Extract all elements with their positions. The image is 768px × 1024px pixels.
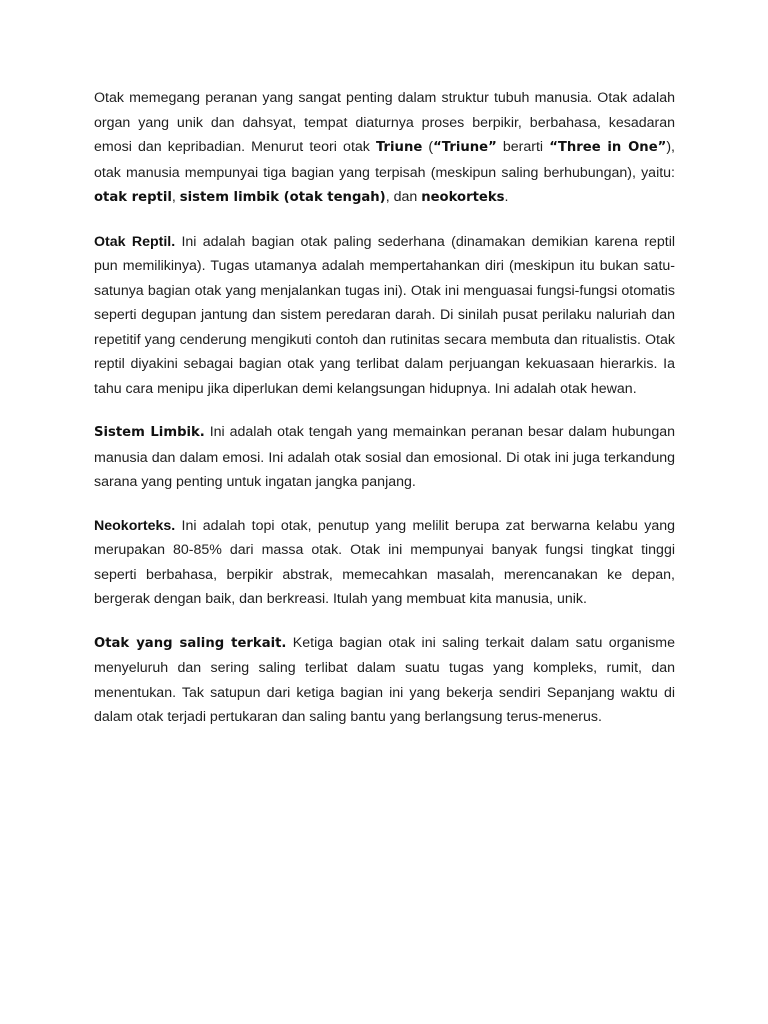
sistem-limbik-heading: Sistem Limbik. xyxy=(94,425,205,440)
term-triune: Triune xyxy=(375,140,423,155)
intro-text: ( xyxy=(422,139,434,155)
intro-text: . xyxy=(504,189,509,205)
term-otak-reptil: otak reptil xyxy=(94,190,172,205)
intro-text: , dan xyxy=(385,189,422,205)
term-triune-quoted: “Triune” xyxy=(433,140,497,155)
term-sistem-limbik: sistem limbik (otak tengah) xyxy=(179,190,386,205)
document-body xyxy=(94,86,675,749)
neokorteks-text: Ini adalah topi otak, penutup yang melilit berupa zat berwarna kelabu yang merupakan 80-85% dari massa otak. Otak ini mempunyai banyak fungsi tingkat tinggi seperti berbahasa, berpikir abstrak, memecahkan masalah, merencanakan ke depan, bergerak dengan baik, dan berkreasi. Itulah yang membuat kita manusia, unik. xyxy=(94,517,675,607)
intro-text: ), otak manusia mempunyai tiga bagian yang terpisah (meskipun saling berhubungan), yaitu: xyxy=(94,139,675,181)
saling-terkait-heading: Otak yang saling terkait. xyxy=(94,635,287,651)
intro-text: berarti xyxy=(496,139,550,155)
sistem-limbik-paragraph xyxy=(94,420,675,495)
saling-terkait-text: Ketiga bagian otak ini saling terkait dalam satu organisme menyeluruh dan sering saling terlibat dalam suatu tugas yang kompleks, rumit, dan menentukan. Tak satupun dari ketiga bagian ini yang bekerja sendiri Sepanjang waktu di dalam otak terjadi pertukaran dan saling bantu yang berlangsung terus-menerus. xyxy=(94,634,675,725)
intro-text: , xyxy=(171,189,180,205)
otak-reptil-text: Ini adalah bagian otak paling sederhana (dinamakan demikian karena reptil pun memilikinya). Tugas utamanya adalah mempertahankan diri (meskipun itu bukan satu-satunya bagian otak yang menjalankan tugas ini). Otak ini menguasai fungsi-fungsi otomatis seperti degupan jantung dan sistem peredaran darah. Di sinilah pusat perilaku naluriah dan repetitif yang cenderung mengikuti contoh dan rutinitas secara membuta dan ritualistis. Otak reptil diyakini sebagai bagian otak yang terlibat dalam perjuangan kekuasaan hierarkis. Ia tahu cara menipu jika diperlukan demi kelangsungan hidupnya. Ini adalah otak hewan. xyxy=(94,233,675,397)
intro-text: Otak memegang peranan yang sangat penting dalam struktur tubuh manusia. Otak adalah organ yang unik dan dahsyat, tempat diaturnya proses berpikir, berbahasa, kesadaran emosi dan kepribadian. Menurut teori otak xyxy=(94,90,675,155)
term-neokorteks: neokorteks xyxy=(421,190,505,205)
intro-paragraph xyxy=(94,86,675,211)
saling-terkait-paragraph xyxy=(94,631,675,730)
otak-reptil-paragraph xyxy=(94,230,675,402)
neokorteks-heading: Neokorteks. xyxy=(94,517,176,534)
term-three-in-one: “Three in One” xyxy=(549,140,667,155)
otak-reptil-heading: Otak Reptil. xyxy=(94,233,176,250)
sistem-limbik-text: Ini adalah otak tengah yang memainkan peranan besar dalam hubungan manusia dan dalam emosi. Ini adalah otak sosial dan emosional. Di otak ini juga terkandung sarana yang penting untuk ingatan jangka panjang. xyxy=(94,424,675,490)
neokorteks-paragraph xyxy=(94,514,675,612)
